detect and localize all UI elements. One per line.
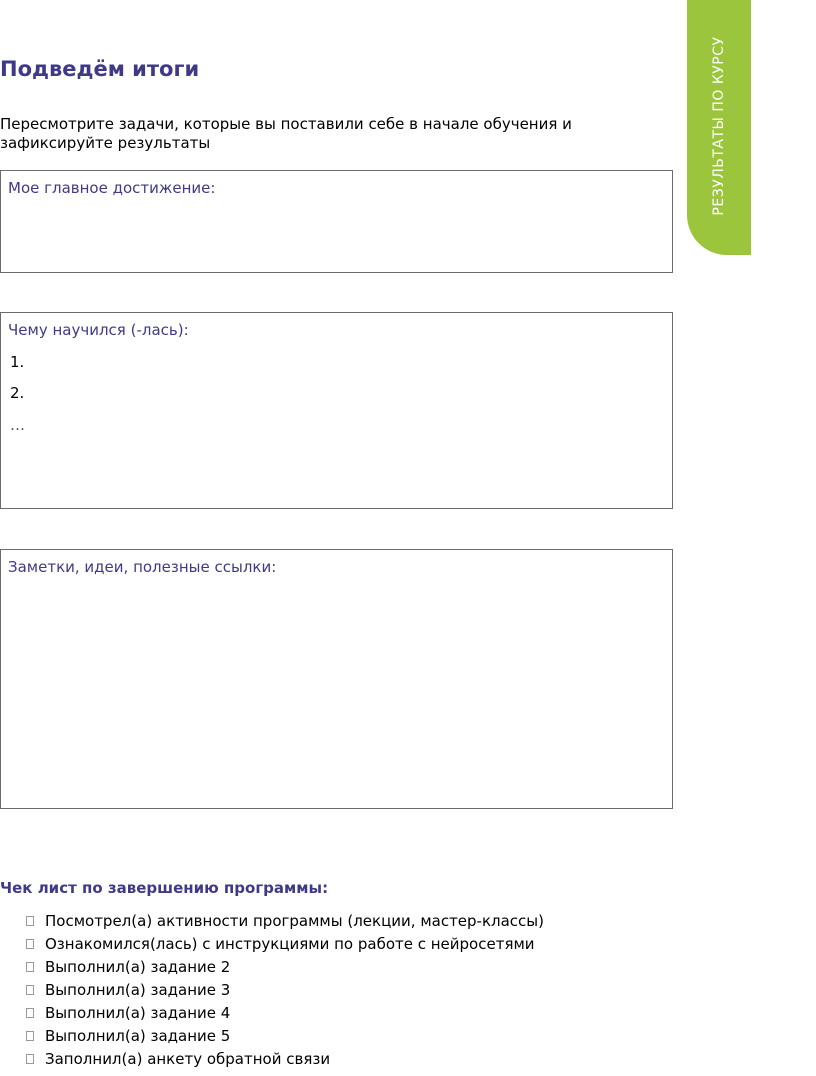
learned-line-2: 2. — [10, 384, 25, 402]
intro-text: Пересмотрите задачи, которые вы поставили себе в начале обучения и зафиксируйте результаты — [0, 115, 572, 152]
checkbox-icon[interactable] — [26, 985, 34, 995]
checkbox-icon[interactable] — [26, 962, 34, 972]
learned-line-1: 1. — [10, 353, 25, 371]
notes-label: Заметки, идеи, полезные ссылки: — [8, 558, 277, 576]
checklist-item[interactable] — [26, 955, 544, 978]
checkbox-icon[interactable] — [26, 1008, 34, 1018]
checklist-item[interactable] — [26, 1024, 544, 1047]
checklist-item-label: Выполнил(а) задание 4 — [45, 1003, 231, 1022]
checklist-item[interactable] — [26, 1001, 544, 1024]
checklist-item[interactable] — [26, 932, 544, 955]
checkbox-icon[interactable] — [26, 916, 34, 926]
achievement-box[interactable] — [0, 170, 673, 273]
checklist — [26, 909, 544, 1070]
learned-line-ellipsis: … — [10, 416, 25, 434]
checklist-item[interactable] — [26, 909, 544, 932]
learned-box[interactable] — [0, 312, 673, 509]
checkbox-icon[interactable] — [26, 1031, 34, 1041]
checklist-item-label: Выполнил(а) задание 3 — [45, 980, 231, 999]
checklist-item-label: Заполнил(а) анкету обратной связи — [45, 1049, 331, 1068]
notes-box[interactable] — [0, 549, 673, 809]
checkbox-icon[interactable] — [26, 939, 34, 949]
checklist-item-label: Посмотрел(а) активности программы (лекции, мастер-классы) — [45, 911, 544, 930]
checklist-item[interactable] — [26, 1047, 544, 1070]
checklist-item-label: Выполнил(а) задание 5 — [45, 1026, 231, 1045]
page-title: Подведём итоги — [0, 57, 200, 81]
learned-label: Чему научился (-лась): — [8, 321, 189, 339]
checklist-item[interactable] — [26, 978, 544, 1001]
checkbox-icon[interactable] — [26, 1054, 34, 1064]
checklist-title: Чек лист по завершению программы: — [0, 879, 329, 897]
achievement-label: Мое главное достижение: — [8, 179, 216, 197]
checklist-item-label: Ознакомился(лась) с инструкциями по работе с нейросетями — [45, 934, 535, 953]
checklist-item-label: Выполнил(а) задание 2 — [45, 957, 231, 976]
side-tab-label: РЕЗУЛЬТАТЫ ПО КУРСУ — [711, 36, 727, 216]
